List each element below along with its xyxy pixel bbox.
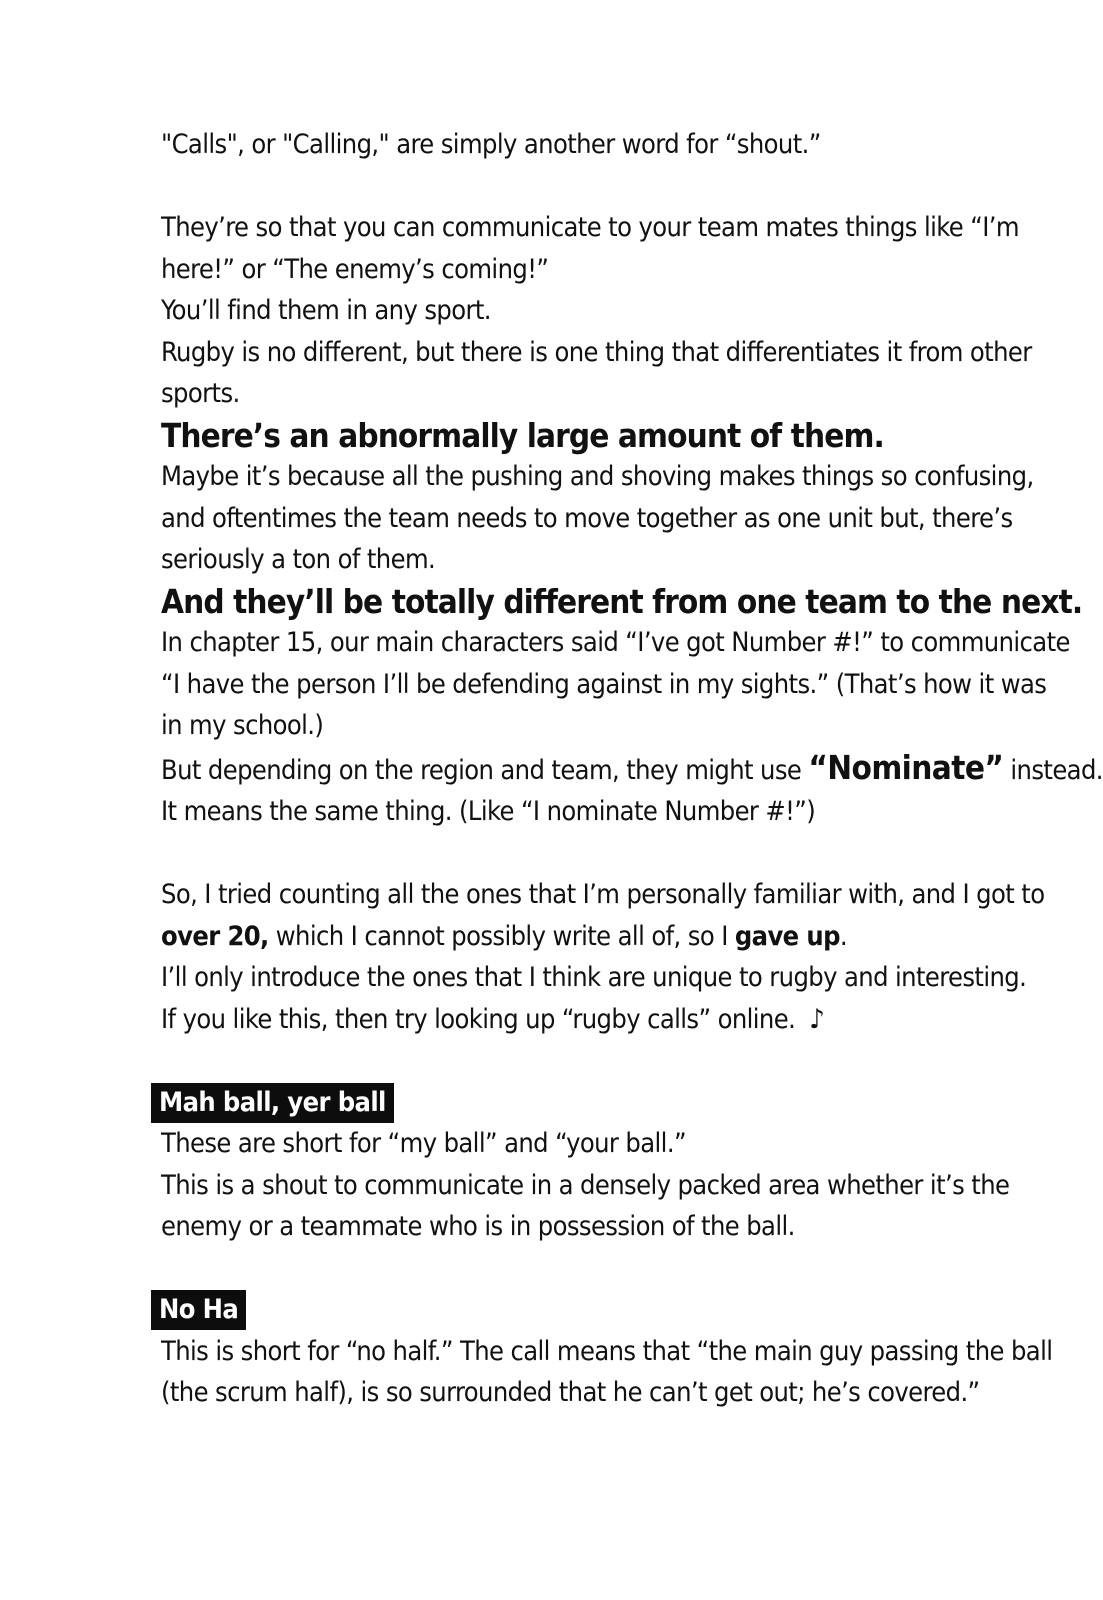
call1-line-3: enemy or a teammate who is in possession of the ball. xyxy=(161,1211,795,1242)
intro-line-2: They’re so that you can communicate to your team mates things like “I’m xyxy=(161,212,1019,243)
call2-line-2: (the scrum half), is so surrounded that he can’t get out; he’s covered.” xyxy=(161,1377,980,1408)
para4-line-1: So, I tried counting all the ones that I’m personally familiar with, and I got to xyxy=(161,879,1045,910)
nominate-term: “Nominate” xyxy=(808,747,1004,787)
para4-line-4 xyxy=(161,999,991,1041)
intro-line-1: "Calls", or "Calling," are simply another word for “shout.” xyxy=(161,129,821,160)
intro-line-6: sports. xyxy=(161,378,240,409)
para3-line-2: “I have the person I’ll be defending against in my sights.” (That’s how it was xyxy=(161,668,1047,700)
spacer xyxy=(161,1040,991,1082)
para3-line-1: In chapter 15, our main characters said “I’ve got Number #!” to communicate xyxy=(161,627,1070,658)
para3-line-3: in my school.) xyxy=(161,710,324,741)
para4-line-2 xyxy=(161,916,991,958)
article-body xyxy=(159,124,1103,1414)
para4-line-2-mid: which I cannot possibly write all of, so I xyxy=(268,920,735,952)
over-20-emphasis: over 20, xyxy=(161,920,269,952)
music-note-icon: ♪ xyxy=(809,1003,825,1035)
para2-line-1: Maybe it’s because all the pushing and shoving makes things so confusing, xyxy=(161,461,1034,492)
para2-line-2: and oftentimes the team needs to move together as one unit but, there’s xyxy=(161,502,1013,534)
para3-line-4-pre: But depending on the region and team, they might use xyxy=(161,754,809,786)
intro-line-4: You’ll find them in any sport. xyxy=(161,295,491,326)
call-label-mah-ball: Mah ball, yer ball xyxy=(151,1083,394,1123)
highlight-heading-2: And they’ll be totally different from one team to the next. xyxy=(161,581,1083,621)
para3-line-5: It means the same thing. (Like “I nominate Number #!”) xyxy=(161,796,816,827)
call-label-row-2 xyxy=(161,1289,991,1331)
para2-line-3: seriously a ton of them. xyxy=(161,544,436,575)
call1-line-2: This is a shout to communicate in a densely packed area whether it’s the xyxy=(161,1169,1010,1201)
para3-line-4-post: instead. xyxy=(1003,754,1103,786)
para3-line-4 xyxy=(161,747,1103,792)
call-label-no-ha: No Ha xyxy=(151,1290,246,1330)
intro-line-5: Rugby is no different, but there is one thing that differentiates it from other xyxy=(161,336,1032,368)
call2-line-1: This is short for “no half.” The call means that “the main guy passing the ball xyxy=(161,1335,1053,1367)
spacer xyxy=(161,1248,991,1290)
call-label-row-1 xyxy=(161,1082,991,1124)
gave-up-emphasis: gave up xyxy=(734,920,840,952)
highlight-heading-1: There’s an abnormally large amount of them. xyxy=(161,415,884,455)
spacer xyxy=(161,166,991,208)
intro-line-3: here!” or “The enemy’s coming!” xyxy=(161,253,549,285)
call1-line-1: These are short for “my ball” and “your ball.” xyxy=(161,1128,686,1159)
para4-line-4-text: If you like this, then try looking up “rugby calls” online. xyxy=(161,1003,796,1035)
para4-line-3: I’ll only introduce the ones that I think are unique to rugby and interesting. xyxy=(161,962,1027,993)
para4-line-2-end: . xyxy=(839,920,848,952)
spacer xyxy=(161,833,991,875)
